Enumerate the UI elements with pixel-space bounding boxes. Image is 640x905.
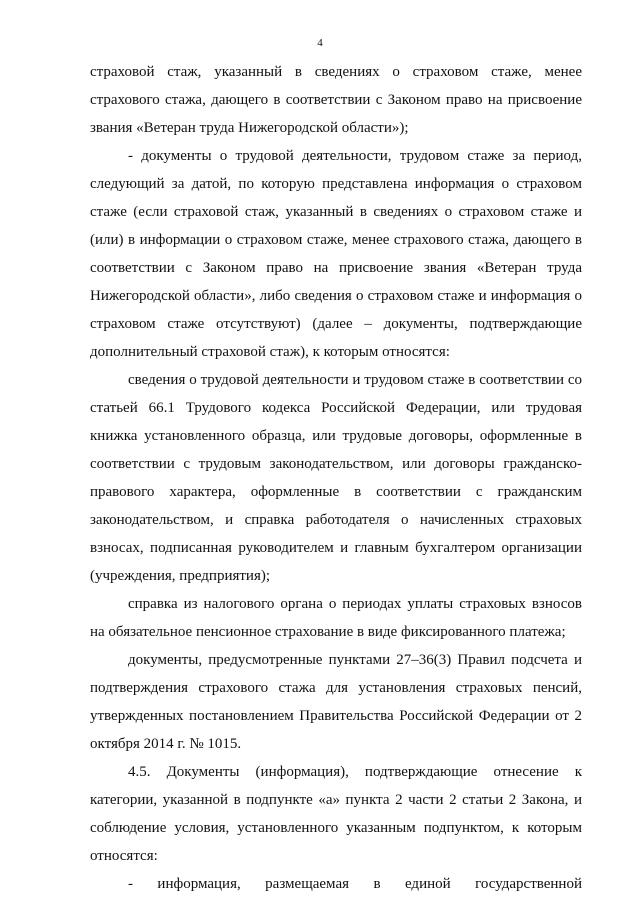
page-number: 4 xyxy=(317,37,323,49)
paragraph-6: 4.5. Документы (информация), подтверждающие отнесение к категории, указанной в подпункте «а» пункта 2 части 2 статьи 2 Закона, и соблюдение условия, установленного указанным подпунктом, к которым относятся: xyxy=(90,764,582,864)
paragraph-4: справка из налогового органа о периодах уплаты страховых взносов на обязательное пенсионное страхование в виде фиксированного платежа; xyxy=(90,596,582,640)
paragraph-7: - информация, размещаемая в единой государственной xyxy=(128,876,582,892)
paragraph-5: документы, предусмотренные пунктами 27–36(3) Правил подсчета и подтверждения страхового стажа для установления страховых пенсий, утвержденных постановлением Правительства Российской Федерации от 2 октября 2014 г. № 1015. xyxy=(90,652,582,752)
paragraph-2: - документы о трудовой деятельности, трудовом стаже за период, следующий за датой, по которую представлена информация о страховом стаже (если страховой стаж, указанный в сведениях о страховом стаже и (или) в информации о страховом стаже, менее страхового стажа, дающего в соответствии с Законом право на присвоение звания «Ветеран труда Нижегородской области», либо сведения о страховом стаже и информация о страховом стаже отсутствуют) (далее – документы, подтверждающие дополнительный страховой стаж), к которым относятся: xyxy=(90,148,582,360)
document-body xyxy=(90,58,582,898)
paragraph-3: сведения о трудовой деятельности и трудовом стаже в соответствии со статьей 66.1 Трудового кодекса Российской Федерации, или трудовая книжка установленного образца, или трудовые договоры, оформленные в соответствии с трудовым законодательством, или договоры гражданско-правового характера, оформленные в соответствии с гражданским законодательством, и справка работодателя о начисленных страховых взносах, подписанная руководителем и главным бухгалтером организации (учреждения, предприятия); xyxy=(90,372,582,584)
paragraph-1: страховой стаж, указанный в сведениях о страховом стаже, менее страхового стажа, дающего в соответствии с Законом право на присвоение звания «Ветеран труда Нижегородской области»); xyxy=(90,64,582,136)
